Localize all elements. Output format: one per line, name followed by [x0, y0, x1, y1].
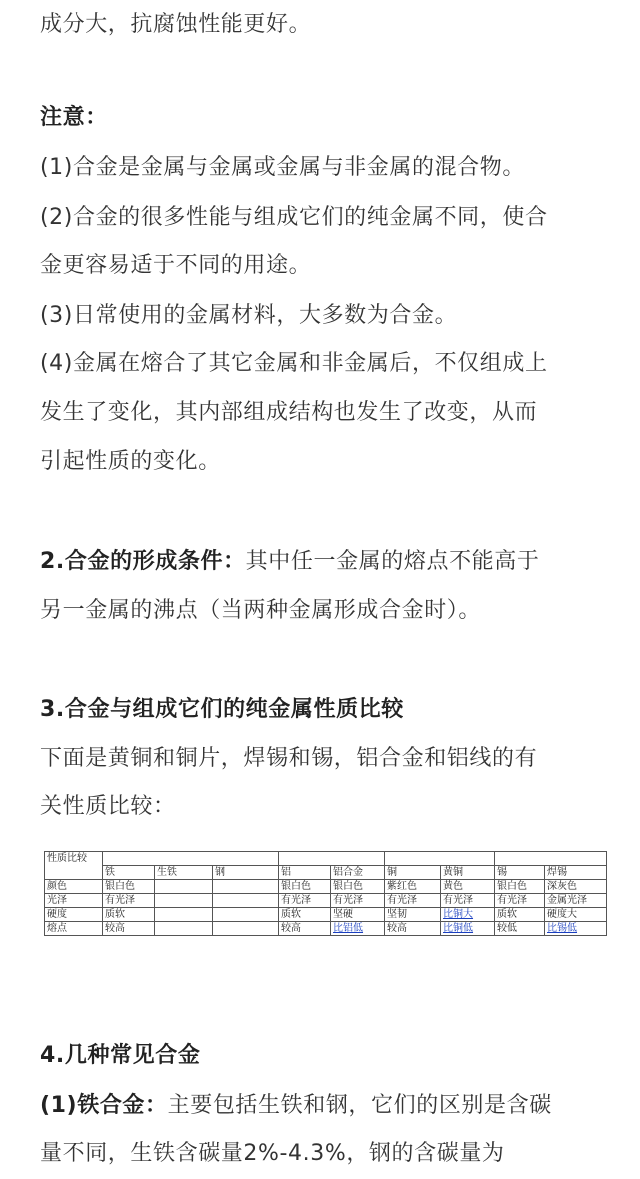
- table-cell: 深灰色: [545, 880, 607, 894]
- table-cell: 比铜低: [441, 922, 495, 936]
- table-row-label: 光泽: [45, 894, 103, 908]
- table-title-row: [45, 852, 607, 866]
- table-row: [45, 922, 607, 936]
- table-cell: 比铝低: [331, 922, 385, 936]
- table-cell: 有光泽: [385, 894, 441, 908]
- table-cell: 有光泽: [331, 894, 385, 908]
- section-3-line-1: 下面是黄铜和铜片，焊锡和锡，铝合金和铝线的有: [40, 746, 538, 771]
- note-heading: 注意：: [40, 105, 108, 130]
- table-cell: [213, 922, 279, 936]
- table-cell: 有光泽: [103, 894, 155, 908]
- section-3-line-2: 关性质比较：: [40, 794, 176, 819]
- section-4-line-2: 量不同，生铁含碳量2%-4.3%，钢的含碳量为: [40, 1141, 505, 1166]
- section-2-line-1: [40, 537, 620, 587]
- note-line: (2)合金的很多性能与组成它们的纯金属不同，使合: [40, 205, 548, 230]
- table-cell: [213, 894, 279, 908]
- table-corner-cell: 性质比较: [45, 852, 103, 880]
- table-header-row: [45, 866, 607, 880]
- table-row: [45, 894, 607, 908]
- table-cell: [155, 908, 213, 922]
- table-header-cell: 铜: [385, 866, 441, 880]
- table-cell: 硬度大: [545, 908, 607, 922]
- table-cell: 黄色: [441, 880, 495, 894]
- table-header-cell: 铁: [103, 866, 155, 880]
- table-cell: 有光泽: [441, 894, 495, 908]
- table-cell: 比铜大: [441, 908, 495, 922]
- iron-alloy-text: 主要包括生铁和钢，它们的区别是含碳: [167, 1093, 552, 1118]
- table-cell: 较高: [279, 922, 331, 936]
- table-cell: 质软: [495, 908, 545, 922]
- iron-alloy-heading: (1)铁合金：: [40, 1093, 168, 1118]
- table-cell: [155, 880, 213, 894]
- table-cell: 有光泽: [279, 894, 331, 908]
- table-group-cell: [103, 852, 279, 866]
- table-cell: 紫红色: [385, 880, 441, 894]
- table-cell: 较低: [495, 922, 545, 936]
- table-group-cell: [279, 852, 385, 866]
- note-line: (3)日常使用的金属材料，大多数为合金。: [40, 303, 458, 328]
- note-line: 发生了变化，其内部组成结构也发生了改变，从而: [40, 400, 538, 425]
- note-line: 成分大，抗腐蚀性能更好。: [40, 12, 312, 37]
- table-row-label: 硬度: [45, 908, 103, 922]
- table-header-cell: 锡: [495, 866, 545, 880]
- table-cell: 质软: [279, 908, 331, 922]
- table-group-cell: [385, 852, 495, 866]
- table-cell: 金属光泽: [545, 894, 607, 908]
- section-2-text: 其中任一金属的熔点不能高于: [245, 549, 540, 574]
- section-4-line-1: [40, 1081, 620, 1131]
- table-cell: 比锡低: [545, 922, 607, 936]
- section-2-heading: 2.合金的形成条件：: [40, 549, 246, 574]
- table-cell: 较高: [103, 922, 155, 936]
- table-cell: [213, 880, 279, 894]
- table-cell: 银白色: [331, 880, 385, 894]
- note-line: (4)金属在熔合了其它金属和非金属后，不仅组成上: [40, 351, 548, 376]
- table-cell: [213, 908, 279, 922]
- table-cell: 有光泽: [495, 894, 545, 908]
- table-cell: 银白色: [279, 880, 331, 894]
- table-header-cell: 黄铜: [441, 866, 495, 880]
- table-cell: [155, 894, 213, 908]
- note-line: 引起性质的变化。: [40, 449, 221, 474]
- note-line: 金更容易适于不同的用途。: [40, 253, 312, 278]
- note-line: (1)合金是金属与金属或金属与非金属的混合物。: [40, 155, 525, 180]
- table-cell: 坚韧: [385, 908, 441, 922]
- comparison-table: [44, 851, 607, 936]
- table-cell: 质软: [103, 908, 155, 922]
- section-3-heading: 3.合金与组成它们的纯金属性质比较: [40, 697, 404, 722]
- table-row-label: 颜色: [45, 880, 103, 894]
- table-group-cell: [495, 852, 607, 866]
- section-2-line-2: 另一金属的沸点（当两种金属形成合金时）。: [40, 598, 482, 623]
- table-header-cell: 钢: [213, 866, 279, 880]
- table-row: [45, 908, 607, 922]
- comparison-table-wrap: [44, 851, 606, 961]
- table-header-cell: 生铁: [155, 866, 213, 880]
- table-cell: 坚硬: [331, 908, 385, 922]
- section-4-heading: 4.几种常见合金: [40, 1043, 201, 1068]
- table-header-cell: 铝合金: [331, 866, 385, 880]
- table-row: [45, 880, 607, 894]
- table-cell: 银白色: [495, 880, 545, 894]
- table-header-cell: 焊锡: [545, 866, 607, 880]
- table-cell: 银白色: [103, 880, 155, 894]
- table-cell: [155, 922, 213, 936]
- table-header-cell: 铝: [279, 866, 331, 880]
- table-row-label: 熔点: [45, 922, 103, 936]
- table-cell: 较高: [385, 922, 441, 936]
